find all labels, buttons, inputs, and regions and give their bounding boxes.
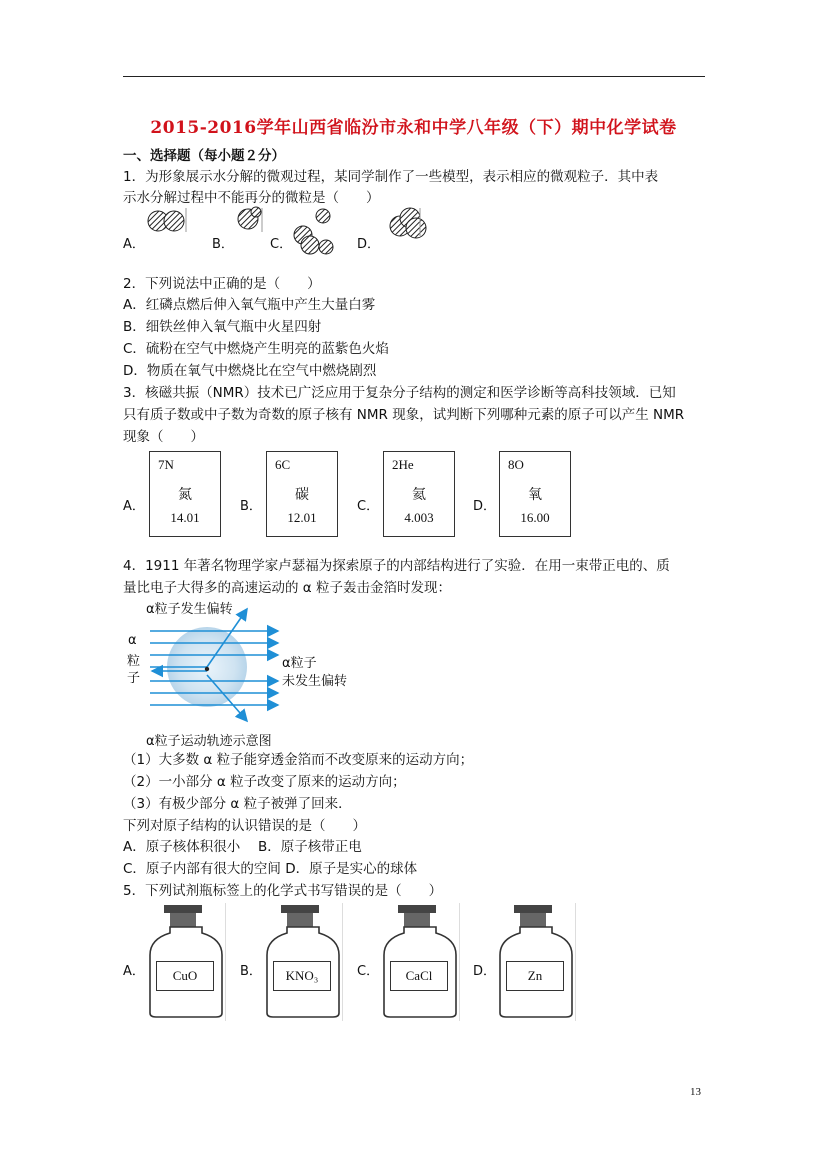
q1-option-d-model (390, 208, 426, 238)
q5-reagent-bottle-c (380, 903, 460, 1021)
diagram-right-label-2: 未发生偏转 (282, 674, 348, 689)
element-symbol: 8O (508, 457, 524, 472)
q5-option-c-letter: C． (357, 964, 380, 979)
q3-option-c-letter: C． (357, 499, 380, 514)
element-name: 氧 (528, 487, 542, 503)
bottle-label: KNO₃ (273, 961, 331, 991)
diagram-right-label-1: α粒子 (282, 656, 317, 671)
q2-option-a: A．红磷点燃后伸入氧气瓶中产生大量白雾 (123, 297, 376, 313)
q3-stem-line3: 现象（ ） (123, 429, 204, 445)
header-rule (123, 76, 705, 77)
q4-stem-line2: 量比电子大得多的高速运动的 α 粒子轰击金箔时发现： (123, 580, 451, 596)
bottle-label: Zn (506, 961, 564, 991)
q5-reagent-bottle-d (496, 903, 576, 1021)
element-name: 氮 (178, 487, 192, 503)
q3-stem-line1: 3．核磁共振（NMR）技术已广泛应用于复杂分子结构的测定和医学诊断等高科技领域．已知 (123, 385, 676, 401)
q1-option-a-model (148, 208, 186, 232)
q3-element-card-oxygen (499, 451, 571, 537)
element-symbol: 2He (392, 457, 414, 472)
bottle-label: CuO (156, 961, 214, 991)
q3-option-b-letter: B． (240, 499, 262, 514)
q5-reagent-bottle-b (263, 903, 343, 1021)
q3-stem-line2: 只有质子数或中子数为奇数的原子核有 NMR 现象，试判断下列哪种元素的原子可以产生 NMR (123, 407, 685, 423)
q3-element-card-nitrogen (149, 451, 221, 537)
q1-stem-line2: 示水分解过程中不能再分的微粒是（ ） (123, 190, 380, 206)
q3-option-d-letter: D． (473, 499, 497, 514)
q5-option-a-letter: A． (123, 964, 145, 979)
nucleus (205, 667, 209, 671)
diagram-left-label-2: 粒 (127, 654, 141, 669)
element-name: 氦 (412, 487, 426, 503)
q2-option-c: C．硫粉在空气中燃烧产生明亮的蓝紫色火焰 (123, 341, 389, 357)
q1-option-a: A． (123, 237, 145, 252)
q5-stem: 5．下列试剂瓶标签上的化学式书写错误的是（ ） (123, 883, 443, 899)
q1-option-c: C． (270, 237, 293, 252)
element-mass: 16.00 (520, 510, 550, 525)
q4-options-cd: C．原子内部有很大的空间 D．原子是实心的球体 (123, 861, 418, 877)
q5-option-b-letter: B． (240, 964, 262, 979)
page-title: 2015-2016学年山西省临汾市永和中学八年级（下）期中化学试卷 (150, 118, 677, 138)
diagram-top-label: α粒子发生偏转 (146, 602, 233, 617)
q5-reagent-bottle-a (146, 903, 226, 1021)
q2-option-b: B．细铁丝伸入氧气瓶中火星四射 (123, 319, 322, 335)
q5-option-d-letter: D． (473, 964, 497, 979)
q1-option-b-model (238, 207, 262, 232)
q4-observation-1: （1）大多数 α 粒子能穿透金箔而不改变原来的运动方向； (123, 752, 474, 768)
element-symbol: 6C (275, 457, 291, 472)
q4-stem-line1: 4．1911 年著名物理学家卢瑟福为探索原子的内部结构进行了实验．在用一束带正电的、质 (123, 558, 670, 574)
page-number: 13 (690, 1086, 701, 1098)
q1-option-b: B． (212, 237, 234, 252)
q2-stem: 2．下列说法中正确的是（ ） (123, 276, 321, 292)
element-mass: 4.003 (404, 510, 434, 525)
q1-stem-line1: 1．为形象展示水分解的微观过程，某同学制作了一些模型，表示相应的微观粒子．其中表 (123, 169, 659, 185)
q4-options-ab: A．原子核体积很小 B．原子核带正电 (123, 839, 362, 855)
q4-question: 下列对原子结构的认识错误的是（ ） (123, 818, 366, 834)
section-heading: 一、选择题（每小题２分） (123, 148, 285, 164)
q2-option-d: D．物质在氧气中燃烧比在空气中燃烧剧烈 (123, 363, 377, 379)
q4-observation-2: （2）一小部分 α 粒子改变了原来的运动方向； (123, 774, 406, 790)
bottle-label: CaCl (390, 961, 448, 991)
element-mass: 14.01 (170, 510, 200, 525)
element-mass: 12.01 (287, 510, 317, 525)
q3-element-card-helium (383, 451, 455, 537)
diagram-caption: α粒子运动轨迹示意图 (146, 734, 272, 749)
element-symbol: 7N (158, 457, 174, 472)
diagram-left-label-alpha: α (128, 633, 137, 648)
element-name: 碳 (295, 487, 309, 503)
q1-option-c-model (294, 209, 333, 254)
q4-rutherford-diagram (122, 597, 362, 747)
q4-observation-3: （3）有极少部分 α 粒子被弹了回来． (123, 796, 352, 812)
q3-option-a-letter: A． (123, 499, 145, 514)
diagram-left-label-3: 子 (127, 671, 141, 686)
q1-option-d: D． (357, 237, 381, 252)
q3-element-card-carbon (266, 451, 338, 537)
